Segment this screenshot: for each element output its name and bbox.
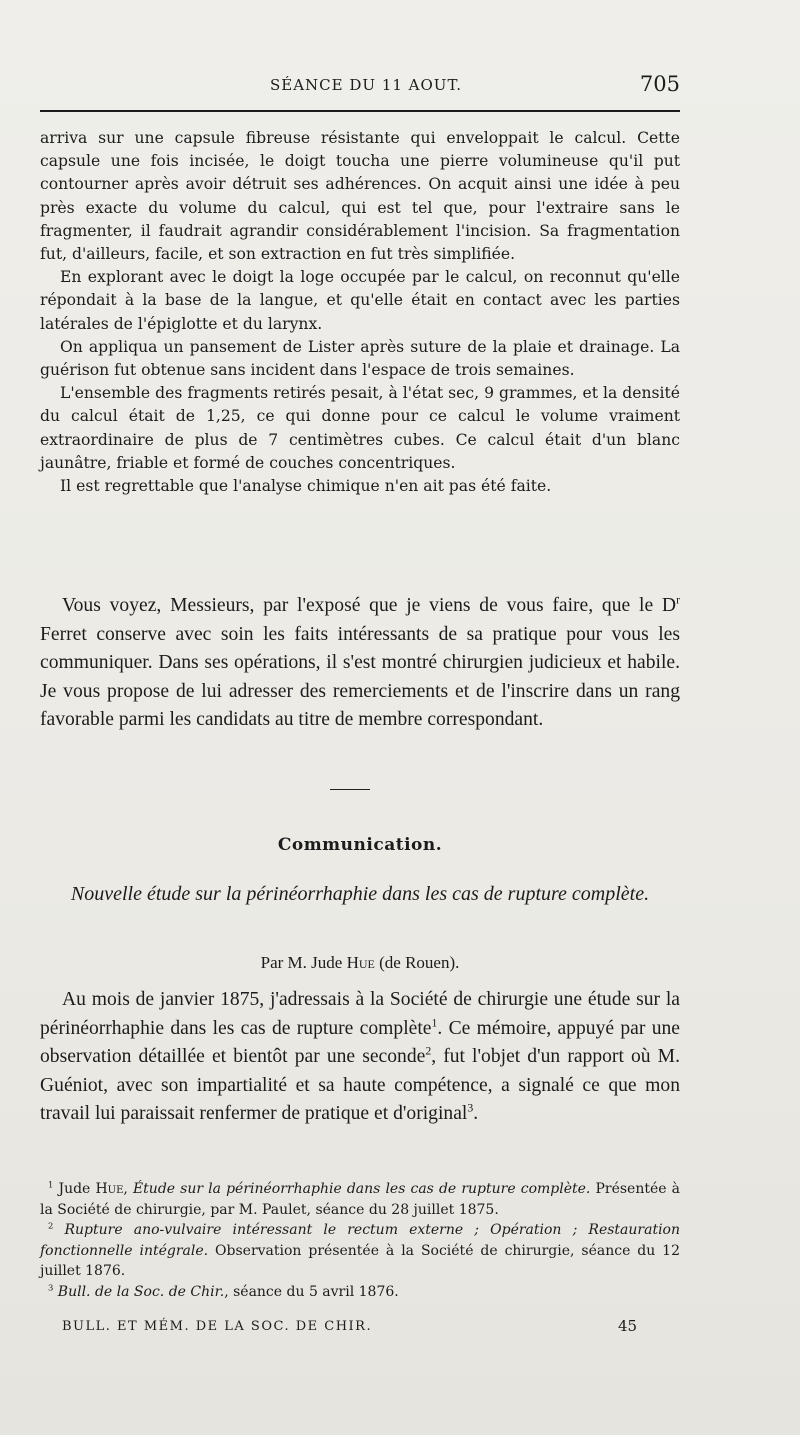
case-paragraph: On appliqua un pansement de Lister après suture de la plaie et drainage. La guérison fut obtenue sans incident dans l'espace de trois semaines. xyxy=(40,337,680,380)
header-rule xyxy=(40,110,680,112)
running-title: SÉANCE DU 11 AOUT. xyxy=(270,76,463,94)
footnote-3: $^3$ Bull. de la Soc. de Chir., séance du 5 avril 1876. xyxy=(48,1282,399,1300)
case-paragraph: Il est regrettable que l'analyse chimique n'en ait pas été faite. xyxy=(60,477,552,496)
running-header xyxy=(40,72,680,98)
page-footer xyxy=(40,1317,680,1339)
byline: Par M. Jude Hue (de Rouen). xyxy=(260,953,460,972)
footnotes xyxy=(40,1179,680,1303)
communication-paragraph: Au mois de janvier 1875, j'adressais à la Société de chirurgie une étude sur la périnéorrhaphie dans les cas de rupture complète$^1$. Ce mémoire, appuyé par une observation détaillée et bientôt par une seconde$^2$, fut l'objet d'un rapport où M. Guéniot, avec son impartialité et sa haute compétence, a signalé ce que mon travail lui paraissait renfermer de pratique et d'original$^3$. xyxy=(40,989,681,1125)
footnote-ref: 2 xyxy=(425,1044,432,1058)
footnote-ref: 3 xyxy=(467,1101,474,1115)
conclusion-paragraph: Vous voyez, Messieurs, par l'exposé que je viens de vous faire, que le $D^r$ Ferret conserve avec soin les faits intéressants de sa pratique pour vous les communiquer. Dans ses opérations, il s'est montré chirurgien judicieux et habile. Je vous propose de lui adresser des remerciements et de l'inscrire dans un rang favorable parmi les candidats au titre de membre correspondant. xyxy=(40,593,680,731)
article-title: Nouvelle étude sur la périnéorrhaphie dans les cas de rupture complète. xyxy=(70,883,650,905)
case-report-body xyxy=(40,127,680,498)
sheet-signature: 45 xyxy=(618,1317,638,1335)
report-conclusion xyxy=(40,592,680,735)
journal-signature-line: BULL. ET MÉM. DE LA SOC. DE CHIR. xyxy=(62,1319,373,1334)
page-number: 705 xyxy=(639,72,680,96)
footnote-ref: 1 xyxy=(431,1016,438,1030)
footnote-2: $^2$ Rupture ano-vulvaire intéressant le rectum externe ; Opération ; Restauration fonctionnelle intégrale. Observation présentée à la Société de chirurgie, séance du 12 juillet 1876. xyxy=(40,1220,680,1280)
case-paragraph: arriva sur une capsule fibreuse résistante qui enveloppait le calcul. Cette capsule une fois incisée, le doigt toucha une pierre volumineuse qu'il put contourner après avoir détruit ses adhérences. On acquit ainsi une idée à peu près exacte du volume du calcul, qui est tel que, pour l'extraire sans le fragmenter, il faudrait agrandir considérablement l'incision. Sa fragmentation fut, d'ailleurs, facile, et son extraction en fut très simplifiée. xyxy=(40,129,680,264)
case-paragraph: En explorant avec le doigt la loge occupée par le calcul, on reconnut qu'elle répondait à la base de la langue, et qu'elle était en contact avec les parties latérales de l'épiglotte et du larynx. xyxy=(40,268,680,333)
communication-body xyxy=(40,986,680,1129)
footnote-1: $^1$ Jude Hue, Étude sur la périnéorrhaphie dans les cas de rupture complète. Présentée à la Société de chirurgie, par M. Paulet, séance du 28 juillet 1875. xyxy=(40,1179,680,1218)
case-paragraph: L'ensemble des fragments retirés pesait, à l'état sec, 9 grammes, et la densité du calcul était de 1,25, ce qui donne pour ce calcul le volume vraiment extraordinaire de plus de 7 centimètres cubes. Ce calcul était d'un blanc jaunâtre, friable et formé de couches concentriques. xyxy=(40,384,680,472)
section-separator xyxy=(330,789,370,790)
section-title: Communication. xyxy=(277,835,443,855)
